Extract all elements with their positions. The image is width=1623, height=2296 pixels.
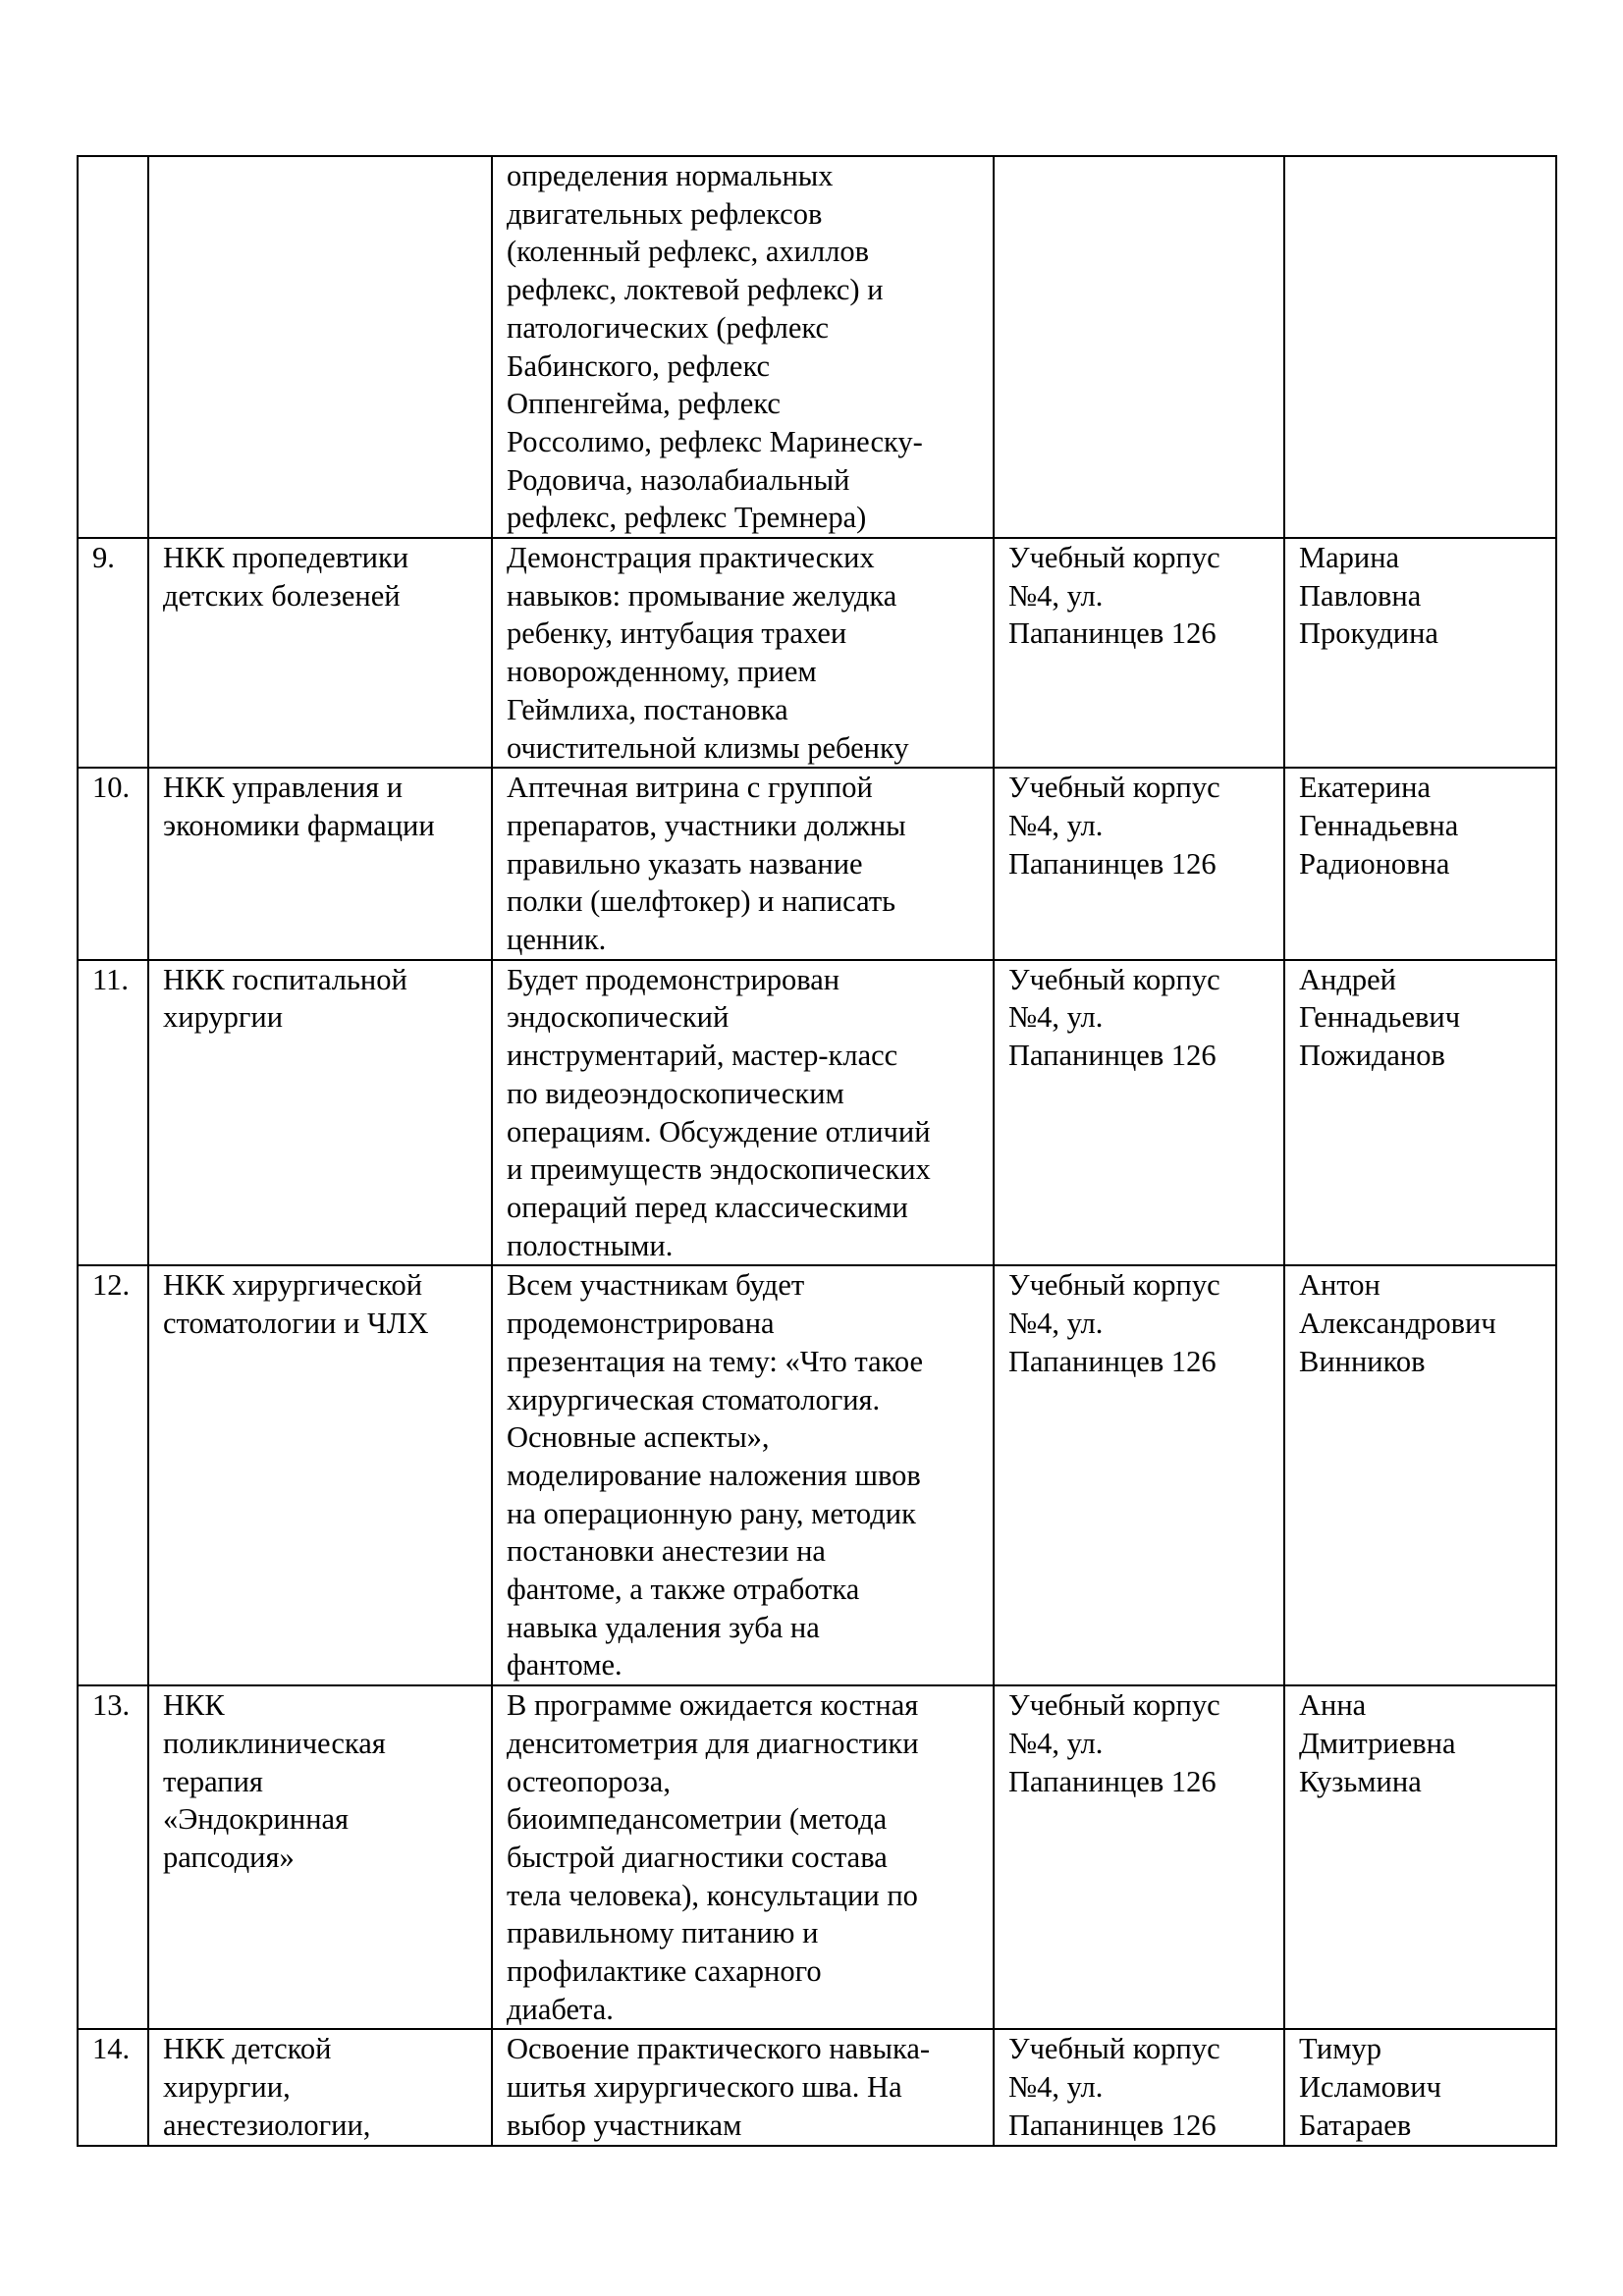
table-row bbox=[78, 960, 1556, 1266]
event-location: Учебный корпус №4, ул. Папанинцев 126 bbox=[994, 1685, 1284, 2029]
department-name: НКК поликлиническая терапия «Эндокринная рапсодия» bbox=[148, 1685, 492, 2029]
event-location bbox=[994, 156, 1284, 538]
event-description: Освоение практического навыка- шитья хирургического шва. На выбор участникам bbox=[492, 2029, 994, 2145]
event-location: Учебный корпус №4, ул. Папанинцев 126 bbox=[994, 538, 1284, 768]
responsible-person: Анна Дмитриевна Кузьмина bbox=[1284, 1685, 1556, 2029]
table-row bbox=[78, 538, 1556, 768]
event-description: определения нормальных двигательных рефлексов (коленный рефлекс, ахиллов рефлекс, локтевой рефлекс) и патологических (рефлекс Бабинского, рефлекс Оппенгейма, рефлекс Россолимо, рефлекс Маринеску- Родовича, назолабиальный рефлекс, рефлекс Тремнера) bbox=[492, 156, 994, 538]
event-description: Всем участникам будет продемонстрирована презентация на тему: «Что такое хирургическая стоматология. Основные аспекты», моделирование наложения швов на операционную рану, методик постановки анестезии на фантоме, а также отработка навыка удаления зуба на фантоме. bbox=[492, 1265, 994, 1685]
responsible-person: Антон Александрович Винников bbox=[1284, 1265, 1556, 1685]
row-number bbox=[78, 156, 148, 538]
department-name: НКК госпитальной хирургии bbox=[148, 960, 492, 1266]
row-number: 13. bbox=[78, 1685, 148, 2029]
table-row bbox=[78, 1265, 1556, 1685]
event-description: Аптечная витрина с группой препаратов, участники должны правильно указать название полки (шелфтокер) и написать ценник. bbox=[492, 768, 994, 960]
row-number: 12. bbox=[78, 1265, 148, 1685]
department-name bbox=[148, 156, 492, 538]
events-table bbox=[77, 155, 1557, 2147]
responsible-person: Тимур Исламович Батараев bbox=[1284, 2029, 1556, 2145]
department-name: НКК управления и экономики фармации bbox=[148, 768, 492, 960]
row-number: 9. bbox=[78, 538, 148, 768]
table-row bbox=[78, 768, 1556, 960]
event-location: Учебный корпус №4, ул. Папанинцев 126 bbox=[994, 1265, 1284, 1685]
responsible-person bbox=[1284, 156, 1556, 538]
responsible-person: Андрей Геннадьевич Пожиданов bbox=[1284, 960, 1556, 1266]
responsible-person: Марина Павловна Прокудина bbox=[1284, 538, 1556, 768]
row-number: 14. bbox=[78, 2029, 148, 2145]
row-number: 10. bbox=[78, 768, 148, 960]
table-row bbox=[78, 1685, 1556, 2029]
table-row bbox=[78, 156, 1556, 538]
department-name: НКК хирургической стоматологии и ЧЛХ bbox=[148, 1265, 492, 1685]
event-location: Учебный корпус №4, ул. Папанинцев 126 bbox=[994, 960, 1284, 1266]
row-number: 11. bbox=[78, 960, 148, 1266]
responsible-person: Екатерина Геннадьевна Радионовна bbox=[1284, 768, 1556, 960]
event-description: Будет продемонстрирован эндоскопический инструментарий, мастер-класс по видеоэндоскопическим операциям. Обсуждение отличий и преимуществ эндоскопических операций перед классическими полостными. bbox=[492, 960, 994, 1266]
department-name: НКК детской хирургии, анестезиологии, bbox=[148, 2029, 492, 2145]
department-name: НКК пропедевтики детских болезеней bbox=[148, 538, 492, 768]
event-location: Учебный корпус №4, ул. Папанинцев 126 bbox=[994, 2029, 1284, 2145]
event-location: Учебный корпус №4, ул. Папанинцев 126 bbox=[994, 768, 1284, 960]
event-description: Демонстрация практических навыков: промывание желудка ребенку, интубация трахеи новорожденному, прием Геймлиха, постановка очистительной клизмы ребенку bbox=[492, 538, 994, 768]
event-description: В программе ожидается костная денситометрия для диагностики остеопороза, биоимпедансометрии (метода быстрой диагностики состава тела человека), консультации по правильному питанию и профилактике сахарного диабета. bbox=[492, 1685, 994, 2029]
table-row bbox=[78, 2029, 1556, 2145]
